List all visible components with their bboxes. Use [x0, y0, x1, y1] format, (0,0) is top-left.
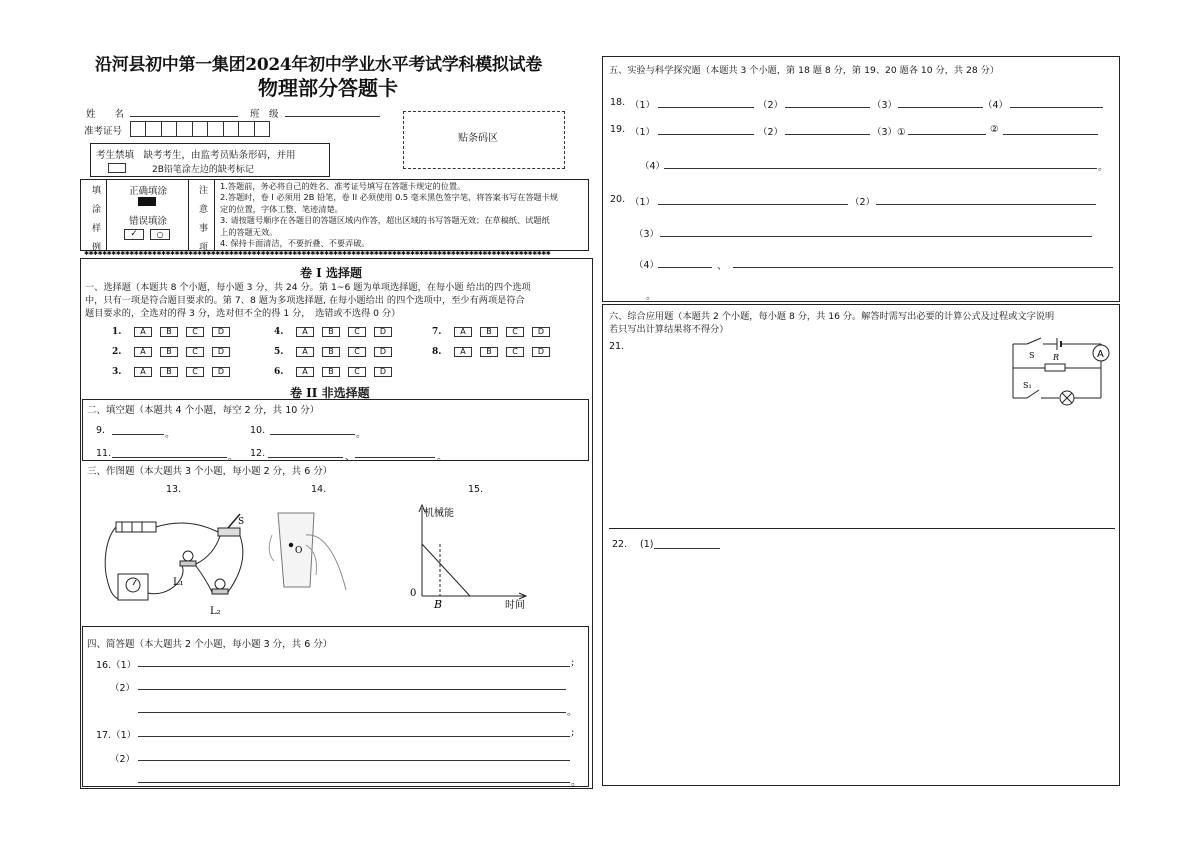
q19-2-answer[interactable] — [785, 134, 870, 135]
q19-p2: （2） — [758, 127, 784, 138]
q18-1-answer[interactable] — [658, 107, 754, 108]
part1-title: 卷 I 选择题 — [300, 266, 362, 280]
option-b[interactable]: B — [322, 347, 340, 357]
option-a[interactable]: A — [296, 367, 314, 377]
q21-q22-divider — [609, 528, 1115, 529]
q19-end: 。 — [1098, 162, 1108, 173]
option-a[interactable]: A — [454, 347, 472, 357]
q20-p3: （3） — [634, 229, 660, 240]
q18-p3: （3） — [872, 100, 898, 111]
option-a[interactable]: A — [134, 367, 152, 377]
option-c[interactable]: C — [506, 327, 524, 337]
circ-s1: S₁ — [1023, 381, 1032, 390]
fig13-l2: L₂ — [210, 606, 221, 617]
q20-2-answer[interactable] — [876, 204, 1096, 205]
q20-p4: （4） — [634, 260, 660, 271]
q19-1-answer[interactable] — [658, 134, 754, 135]
q12-label: 12. — [250, 448, 266, 459]
q19-3a-answer[interactable] — [908, 134, 986, 135]
q20-p1: （1） — [630, 197, 656, 208]
option-a[interactable]: A — [454, 327, 472, 337]
option-c[interactable]: C — [186, 367, 204, 377]
class-label: 班 级 — [250, 109, 279, 120]
q19-3b-answer[interactable] — [1003, 134, 1098, 135]
exam-no-boxes[interactable] — [130, 121, 270, 137]
option-b[interactable]: B — [480, 327, 498, 337]
q22-1-label: (1) — [640, 539, 654, 550]
q10-label: 10. — [250, 425, 266, 436]
mc-q6[interactable] — [274, 366, 400, 377]
card-title: 物理部分答题卡 — [258, 76, 398, 100]
q9-answer[interactable] — [112, 434, 164, 435]
q12-answer-1[interactable] — [268, 457, 343, 458]
q20-4b-answer[interactable] — [733, 267, 1113, 268]
part1-intro-2: 中，只有一项是符合题目要求的。第 7、8 题为多项选择题, 在每小题给出 的四个选项中，至少有两项是符合 — [85, 295, 525, 306]
q18-2-answer[interactable] — [785, 107, 870, 108]
q-number: 2. — [112, 347, 122, 357]
part2-title: 卷 II 非选择题 — [290, 386, 370, 400]
q17-1-answer[interactable] — [138, 736, 570, 737]
q16-1-answer[interactable] — [138, 666, 570, 667]
q18-p4: （4） — [983, 100, 1009, 111]
option-c[interactable]: C — [348, 367, 366, 377]
option-b[interactable]: B — [160, 367, 178, 377]
option-d[interactable]: D — [532, 327, 550, 337]
short-section — [82, 626, 589, 787]
fig15-origin: 0 — [410, 588, 417, 599]
class-field[interactable] — [285, 116, 380, 117]
option-c[interactable]: C — [186, 327, 204, 337]
q22-1-answer[interactable] — [654, 548, 720, 549]
q-number: 7. — [432, 327, 442, 337]
barcode-label: 贴条码区 — [458, 133, 498, 144]
experiment-title: 五、实验与科学探究题（本题共 3 个小题，第 18 题 8 分，第 19、20 题各 10 分，共 28 分） — [609, 65, 1000, 76]
drawing-title: 三、作图题（本大题共 3 个小题，每小题 2 分，共 6 分） — [87, 466, 333, 477]
fill-title: 二、填空题（本题共 4 个小题，每空 2 分，共 10 分） — [87, 405, 320, 416]
q21-label: 21. — [609, 341, 625, 352]
q16-2-label: （2） — [110, 683, 136, 694]
note-2: 2.答题时，卷 I 必须用 2B 铅笔，卷 II 必须使用 0.5 毫米黑色签字笔，将答案书写在答题卡规 — [220, 192, 559, 203]
exam-no-label: 准考证号 — [84, 126, 123, 137]
q9-label: 9. — [96, 425, 106, 436]
q20-4a-answer[interactable] — [658, 267, 712, 268]
q20-1-answer[interactable] — [658, 204, 848, 205]
notes-label: 注意事项 — [197, 185, 207, 261]
q17-label: 17.（1） — [96, 730, 137, 741]
q21-circuit[interactable] — [1005, 330, 1115, 410]
q18-p2: （2） — [758, 100, 784, 111]
fig15-b: B — [434, 598, 443, 611]
option-d[interactable]: D — [374, 367, 392, 377]
application-title-1: 六、综合应用题（本题共 2 个小题，每小题 8 分，共 16 分。解答时需写出必要的计算公式及过程或文字说明 — [609, 311, 1055, 322]
note-3b: 上的答题无效。 — [220, 226, 278, 237]
fig13-circuit[interactable] — [98, 508, 258, 620]
option-d[interactable]: D — [532, 347, 550, 357]
option-d[interactable]: D — [374, 347, 392, 357]
note-4: 4. 保持卡面清洁，不要折叠、不要弄破。 — [220, 238, 370, 249]
option-d[interactable]: D — [374, 327, 392, 337]
q19-4-answer[interactable] — [664, 168, 1097, 169]
circ-r: R — [1053, 353, 1060, 362]
fig15-ylabel: 机械能 — [424, 508, 454, 519]
wrong-fill-label: 错误填涂 — [129, 216, 168, 227]
wrong-fill-mark-2: ○ — [150, 229, 170, 240]
q19-label: 19. — [610, 124, 626, 135]
q15-label: 15. — [468, 484, 484, 495]
q20-3-answer[interactable] — [660, 236, 1092, 237]
application-title — [609, 310, 1054, 336]
fig13-l1: L₁ — [173, 577, 184, 588]
q11-answer[interactable] — [112, 457, 227, 458]
option-b[interactable]: B — [322, 327, 340, 337]
q11-label: 11. — [96, 448, 112, 459]
option-a[interactable]: A — [296, 327, 314, 337]
q17-2-answer[interactable] — [138, 760, 570, 761]
option-c[interactable]: C — [348, 347, 366, 357]
name-label: 姓 名 — [86, 109, 125, 120]
correct-fill-mark — [138, 197, 156, 206]
q17-2-label: （2） — [110, 754, 136, 765]
option-b[interactable]: B — [160, 347, 178, 357]
fig14-glass[interactable] — [266, 505, 356, 595]
mc-q3[interactable] — [112, 366, 238, 377]
absent-mark-box[interactable] — [108, 163, 126, 173]
q-number: 6. — [274, 367, 284, 377]
q20-label: 20. — [610, 194, 626, 205]
correct-fill-label: 正确填涂 — [129, 186, 168, 197]
q12-answer-2[interactable] — [355, 457, 435, 458]
q10-answer[interactable] — [270, 434, 355, 435]
mc-q5[interactable] — [274, 346, 400, 357]
star-separator: ✱✱✱✱✱✱✱✱✱✱✱✱✱✱✱✱✱✱✱✱✱✱✱✱✱✱✱✱✱✱✱✱✱✱✱✱✱✱✱✱✱✱✱✱✱✱✱✱✱✱✱✱✱✱✱✱✱✱✱✱✱✱✱✱✱✱✱✱✱✱✱✱✱✱✱✱✱✱✱✱✱✱✱✱✱✱✱✱✱✱✱✱✱✱✱✱✱✱✱✱✱✱✱ — [84, 251, 551, 257]
option-d[interactable]: D — [212, 367, 230, 377]
note-1: 1.答题前，务必将自己的姓名、准考证号填写在答题卡规定的位置。 — [220, 181, 466, 191]
q18-4-answer[interactable] — [1010, 107, 1103, 108]
short-title: 四、简答题（本大题共 2 个小题，每小题 3 分，共 6 分） — [87, 639, 333, 650]
mc-q8[interactable] — [432, 346, 558, 357]
q20-p2: （2） — [850, 197, 876, 208]
q19-p1: （1） — [630, 127, 656, 138]
q19-p3: （3）① — [872, 127, 906, 138]
absent-text-2: 2B铅笔涂左边的缺考标记 — [152, 165, 254, 175]
circ-a: A — [1097, 349, 1104, 360]
q14-label: 14. — [311, 484, 327, 495]
option-a[interactable]: A — [296, 347, 314, 357]
q16-label: 16.（1） — [96, 660, 137, 671]
part1-intro-1: 一、选择题（本题共 8 个小题，每小题 3 分，共 24 分。第 1~6 题为单项选择题，在每小题 给出的四个选项 — [85, 282, 531, 293]
mc-q1[interactable] — [112, 326, 238, 337]
circ-s: S — [1029, 351, 1035, 360]
option-d[interactable]: D — [212, 347, 230, 357]
option-c[interactable]: C — [348, 327, 366, 337]
mc-q4[interactable] — [274, 326, 400, 337]
q-number: 1. — [112, 327, 122, 337]
part1-intro — [85, 281, 531, 320]
q19-circle2: ② — [990, 124, 999, 135]
option-b[interactable]: B — [160, 327, 178, 337]
q18-label: 18. — [610, 97, 626, 108]
option-a[interactable]: A — [134, 347, 152, 357]
option-a[interactable]: A — [134, 327, 152, 337]
q16-2-answer-b[interactable] — [138, 712, 566, 713]
notes-list — [220, 181, 558, 249]
part1-intro-3: 题目要求的，全选对的得 3 分，选对但不全的得 1 分， 选错或不选得 0 分） — [85, 308, 401, 319]
q-number: 8. — [432, 347, 442, 357]
wrong-fill-mark: ✓ — [124, 229, 144, 240]
option-b[interactable]: B — [480, 347, 498, 357]
fig15-xlabel: 时间 — [505, 600, 525, 611]
option-c[interactable]: C — [506, 347, 524, 357]
absent-text-1: 考生禁填 缺考考生，由监考员贴条形码，并用 — [96, 150, 296, 161]
fig13-s: S — [238, 517, 245, 527]
fill-example-label: 填涂样例 — [90, 185, 100, 261]
q13-label: 13. — [166, 484, 182, 495]
q18-3-answer[interactable] — [898, 107, 983, 108]
q19-p4: （4） — [640, 161, 666, 172]
q22-label: 22. — [612, 539, 628, 550]
fig15-graph[interactable] — [405, 502, 535, 612]
q18-p1: （1） — [630, 100, 656, 111]
q-number: 3. — [112, 367, 122, 377]
option-d[interactable]: D — [212, 327, 230, 337]
option-b[interactable]: B — [322, 367, 340, 377]
mc-q7[interactable] — [432, 326, 558, 337]
application-title-2: 若只写出计算结果将不得分） — [609, 324, 729, 335]
experiment-section — [602, 56, 1120, 302]
option-c[interactable]: C — [186, 347, 204, 357]
q-number: 5. — [274, 347, 284, 357]
q16-2-answer[interactable] — [138, 689, 566, 690]
mc-q2[interactable] — [112, 346, 238, 357]
fig14-o: O — [295, 546, 303, 556]
note-3: 3. 请按题号顺序在各题目的答题区域内作答，超出区域的书写答题无效；在草稿纸、试题纸 — [220, 215, 550, 226]
q17-2-answer-b[interactable] — [138, 782, 570, 783]
q20-end: 。 — [646, 291, 656, 302]
q-number: 4. — [274, 327, 284, 337]
name-field[interactable] — [130, 116, 238, 117]
note-2b: 定的位置，字体工整、笔迹清楚。 — [220, 203, 343, 214]
q20-comma: 、 — [717, 261, 727, 272]
exam-title: 沿河县初中第一集团2024年初中学业水平考试学科模拟试卷 — [95, 55, 542, 75]
